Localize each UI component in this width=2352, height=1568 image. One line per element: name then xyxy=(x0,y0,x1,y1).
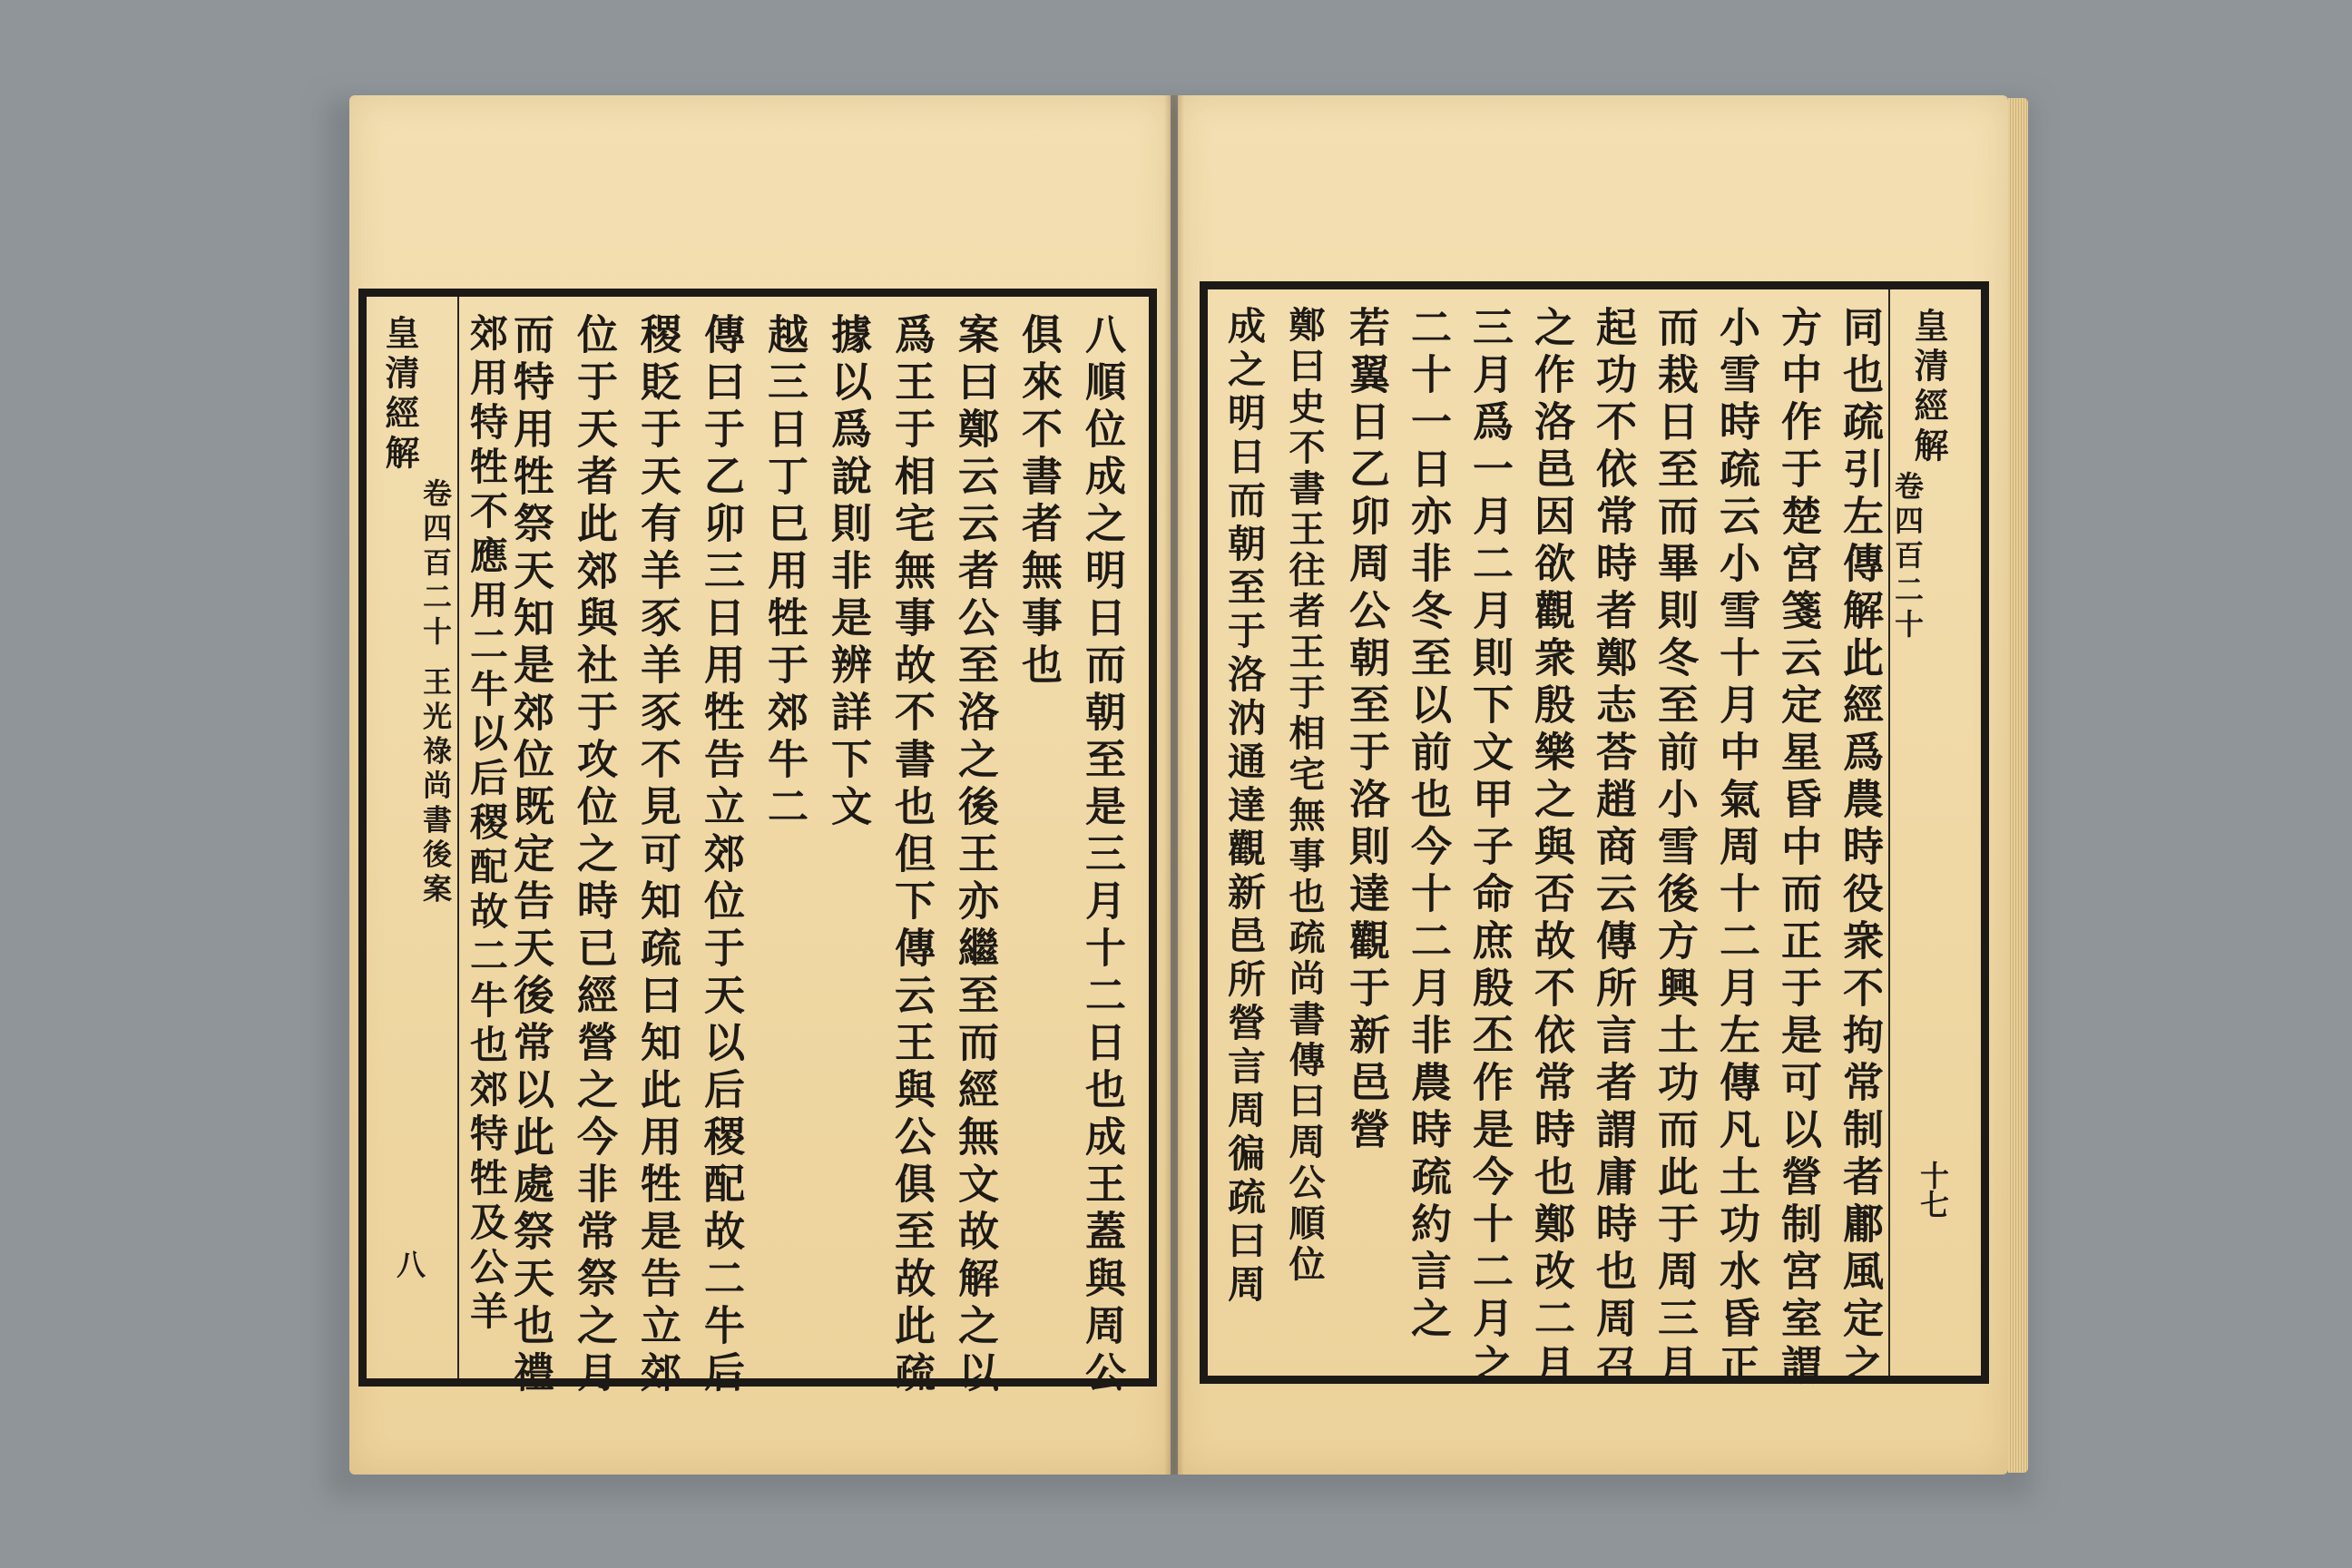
left-col-11: 郊用特牲不應用二牛以后稷配故二牛也郊特牲及公羊 xyxy=(465,313,509,1336)
left-margin-subtitle: 卷四百二十 王光祿尚書後案 xyxy=(418,478,453,908)
right-col-8: 二十一日亦非冬至以前也今十二月非農時疏約言之 xyxy=(1404,306,1452,1344)
right-col-2: 方中作于楚宮箋云定星昏中而正于是可以營制宮室謂 xyxy=(1774,306,1822,1391)
right-col-11: 成之明日而朝至于洛汭通達觀新邑所營言周徧疏曰周 xyxy=(1222,306,1267,1308)
right-margin-subtitle: 卷四百二十 xyxy=(1890,471,1925,643)
left-col-6: 越三日丁巳用牲于郊牛二 xyxy=(760,313,808,832)
right-col-6: 之作洛邑因欲觀衆殷樂之與否故不依常時也鄭改二月 xyxy=(1527,306,1575,1391)
right-col-5: 起功不依常時者鄭志荅趙商云傳所言者謂庸時也周召 xyxy=(1589,306,1637,1391)
right-margin-rule xyxy=(1888,289,1890,1376)
left-col-9: 位于天者此郊與社于攻位之時已經營之今非常祭之月 xyxy=(570,313,618,1398)
left-col-10: 而特用牲祭天知是郊位既定告天後常以此處祭天也禮 xyxy=(506,313,554,1398)
right-margin-title: 皇清經解 xyxy=(1908,308,1949,467)
left-col-5: 據以爲說則非是辨詳下文 xyxy=(824,313,872,832)
right-col-9: 若翼日乙卯周公朝至于洛則達觀于新邑營 xyxy=(1342,306,1390,1155)
right-col-10: 鄭曰史不書王往者王于相宅無事也疏尚書傳曰周公順位 xyxy=(1283,306,1326,1286)
left-col-2: 俱來不書者無事也 xyxy=(1014,313,1063,691)
right-col-7: 三月爲一月二月則下文甲子命庶殷丕作是今十二月之 xyxy=(1465,306,1514,1391)
right-col-4: 而栽日至而畢則冬至前小雪後方興土功而此于周三月 xyxy=(1651,306,1699,1391)
left-col-7: 傳曰于乙卯三日用牲告立郊位于天以后稷配故二牛后 xyxy=(697,313,745,1398)
right-col-3: 小雪時疏云小雪十月中氣周十二月左傳凡土功水昏正 xyxy=(1712,306,1760,1391)
left-col-8: 稷貶于天有羊豕羊豕不見可知疏曰知此用牲是告立郊 xyxy=(633,313,681,1398)
right-folio: 十七 xyxy=(1916,1161,1950,1219)
left-margin-rule xyxy=(457,297,459,1378)
right-col-1: 同也疏引左傳解此經爲農時役衆不拘常制者鄘風定之 xyxy=(1836,306,1884,1391)
left-margin-title: 皇清經解 xyxy=(379,315,420,475)
left-folio: 八 xyxy=(392,1250,426,1279)
page-edges xyxy=(2008,98,2028,1473)
left-col-4: 爲王于相宅無事故不書也但下傳云王與公俱至故此疏 xyxy=(887,313,936,1398)
right-text-frame xyxy=(1200,281,1989,1391)
left-col-3: 案曰鄭云云者公至洛之後王亦繼至而經無文故解之以 xyxy=(951,313,999,1398)
left-text-frame xyxy=(358,289,1157,1398)
book-gutter xyxy=(1164,95,1184,1475)
left-col-1: 八順位成之明日而朝至是三月十二日也成王蓋與周公 xyxy=(1078,313,1126,1398)
